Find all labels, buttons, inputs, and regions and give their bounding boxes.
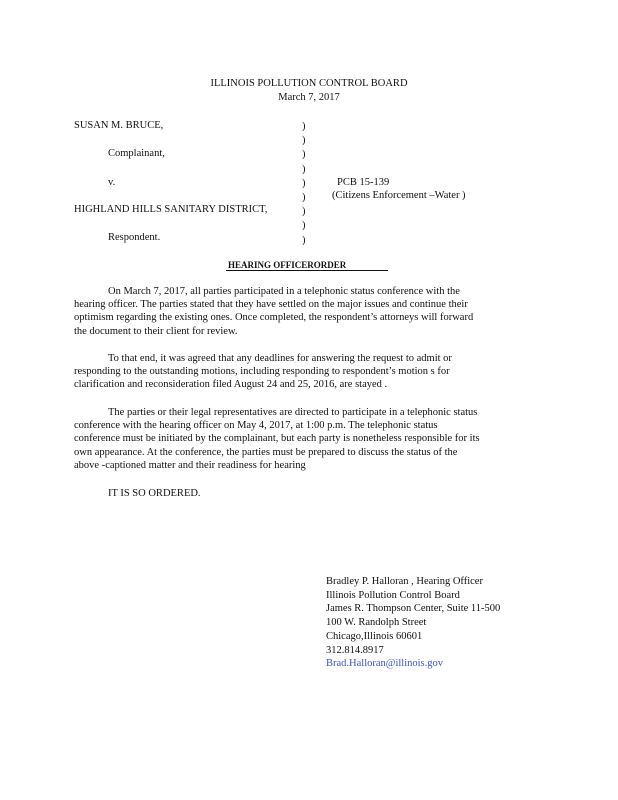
paragraph-line: own appearance. At the conference, the parties must be prepared to discuss the status of the [74,446,458,458]
caption-paren: ) [302,135,306,147]
paragraph-deadlines [74,352,540,392]
versus-label: v. [108,177,116,188]
caption-parentheses [302,120,306,248]
signer-city: Chicago,Illinois 60601 [326,630,423,642]
paragraph-line: The parties or their legal representatives are directed to participate in a telephonic status [108,407,478,418]
paragraph-line: conference with the hearing officer on May 4, 2017, at 1:00 p.m. The telephonic status [74,420,438,432]
signer-email-link[interactable]: Brad.Halloran@illinois.gov [326,658,443,670]
caption-paren: ) [302,177,306,189]
paragraph-line: On March 7, 2017, all parties participated in a telephonic status conference with the [108,286,460,297]
complainant-name: SUSAN M. BRUCE, [74,120,164,131]
ordered-statement: IT IS SO ORDERED. [108,488,201,499]
caption-paren: ) [302,121,306,132]
paragraph-ordered [74,487,540,500]
signer-name: Bradley P. Halloran , Hearing Officer [326,576,483,587]
paragraph-status [74,285,540,338]
caption-paren: ) [302,234,306,246]
paragraph-line: above -captioned matter and their readiness for hearing [74,459,306,471]
signer-building: James R. Thompson Center, Suite 11-500 [326,603,501,615]
respondent-role: Respondent. [108,232,161,243]
agency-heading: ILLINOIS POLLUTION CONTROL BOARD [210,78,408,89]
order-title: HEARING OFFICERORDER [228,260,347,270]
signer-phone: 312.814.8917 [326,644,384,656]
complainant-role: Complainant, [108,148,165,159]
signature-block [326,575,500,671]
paragraph-line: clarification and reconsideration filed August 24 and 25, 2016, are stayed . [74,379,388,391]
order-date: March 7, 2017 [278,92,340,103]
caption-paren: ) [302,163,306,175]
paragraph-line: responding to the outstanding motions, including responding to respondent’s motion s for [74,366,450,378]
paragraph-line: hearing officer. The parties stated that they have settled on the major issues and continue their [74,299,468,311]
respondent-name: HIGHLAND HILLS SANITARY DISTRICT, [74,204,268,215]
paragraph-conference [74,406,540,472]
caption-paren: ) [302,191,306,203]
paragraph-line: optimism regarding the existing ones. Once completed, the respondent’s attorneys will forward [74,312,474,324]
paragraph-line: To that end, it was agreed that any deadlines for answering the request to admit or [108,353,452,364]
title-underline [226,270,388,271]
signer-street: 100 W. Randolph Street [326,617,427,629]
caption-paren: ) [302,149,306,161]
paragraph-line: conference must be initiated by the complainant, but each party is nonetheless responsible for its [74,433,480,445]
caption-paren: ) [302,206,306,218]
case-number: PCB 15-139 [337,177,390,188]
caption-paren: ) [302,220,306,232]
paragraph-line: the document to their client for review. [74,325,238,337]
signer-agency: Illinois Pollution Control Board [326,589,460,601]
case-type: (Citizens Enforcement –Water ) [332,190,466,201]
